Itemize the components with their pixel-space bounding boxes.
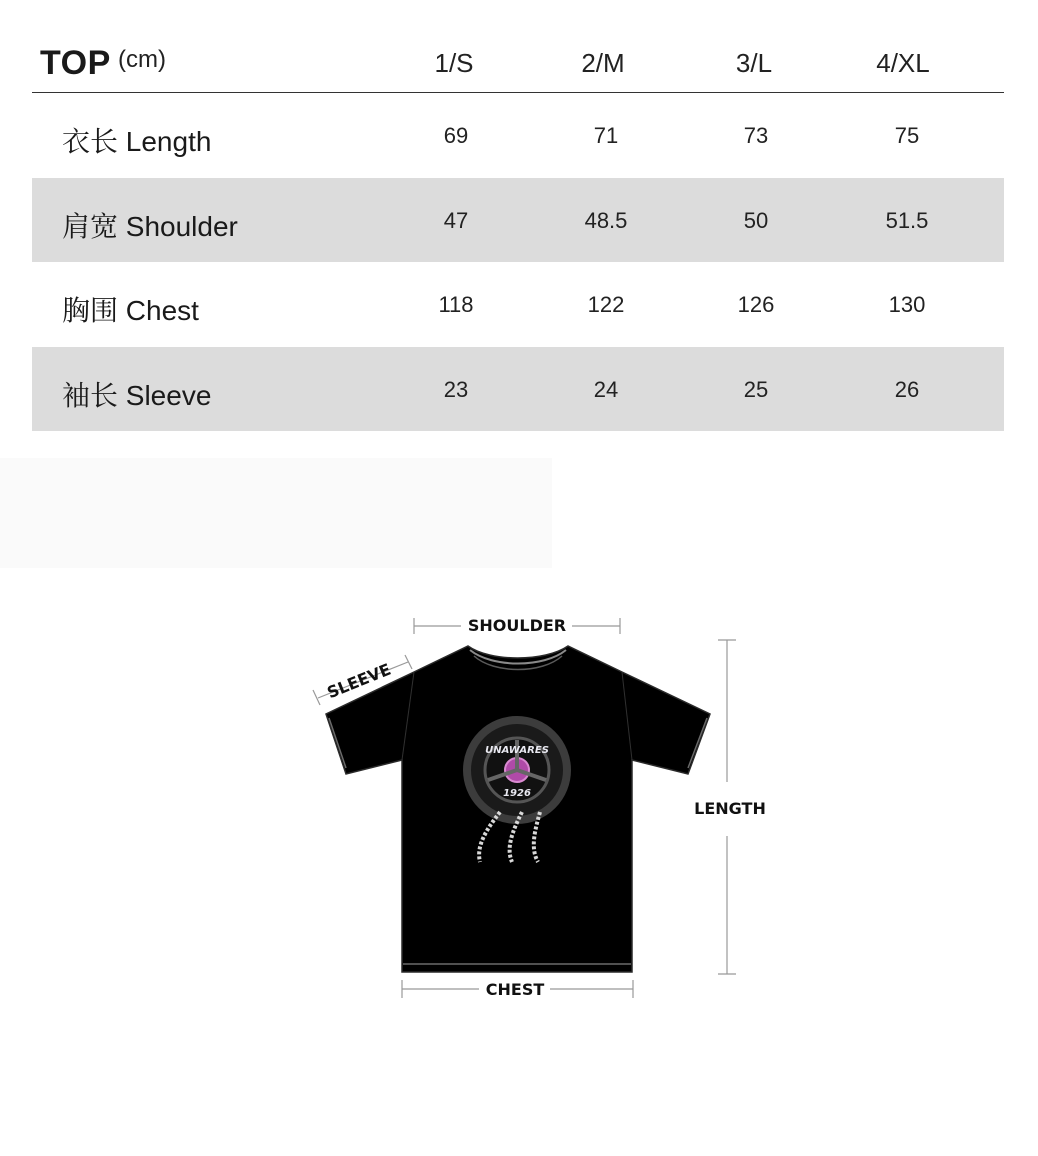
chest-measure-line xyxy=(402,980,633,999)
table-cell: 73 xyxy=(743,123,769,148)
row-label: 胸围 Chest xyxy=(62,295,199,326)
length-measure-line xyxy=(694,640,766,974)
print-year-text: 1926 xyxy=(503,788,531,799)
size-column-header: 1/S xyxy=(434,48,474,78)
chest-label: CHEST xyxy=(485,980,545,999)
row-label: 袖长 Sleeve xyxy=(62,379,212,411)
shoulder-measure-line xyxy=(414,616,620,635)
table-cell: 130 xyxy=(888,292,926,317)
table-cell: 50 xyxy=(743,207,769,233)
size-column-header: 2/M xyxy=(581,48,625,78)
sleeve-label: SLEEVE xyxy=(324,659,394,703)
table-cell: 25 xyxy=(743,376,769,402)
print-brand-text: UNAWARES xyxy=(485,745,549,756)
table-title: TOP xyxy=(40,44,111,82)
table-cell: 47 xyxy=(443,207,469,233)
table-cell: 118 xyxy=(438,292,474,317)
table-cell: 69 xyxy=(443,123,469,148)
table-unit: (cm) xyxy=(118,46,166,73)
table-cell: 23 xyxy=(443,376,469,402)
size-column-header: 4/XL xyxy=(876,48,930,78)
table-cell: 71 xyxy=(593,123,619,148)
size-column-header: 3/L xyxy=(735,48,773,78)
table-cell: 48.5 xyxy=(584,207,628,233)
table-cell: 126 xyxy=(737,292,775,317)
table-cell: 26 xyxy=(894,376,920,402)
table-cell: 24 xyxy=(593,376,619,402)
length-label: LENGTH xyxy=(694,799,766,818)
table-cell: 51.5 xyxy=(885,207,929,233)
shoulder-label: SHOULDER xyxy=(467,616,567,635)
row-label: 衣长 Length xyxy=(62,126,212,157)
table-cell: 75 xyxy=(894,123,920,148)
table-cell: 122 xyxy=(587,292,625,317)
row-label: 肩宽 Shoulder xyxy=(62,210,238,242)
